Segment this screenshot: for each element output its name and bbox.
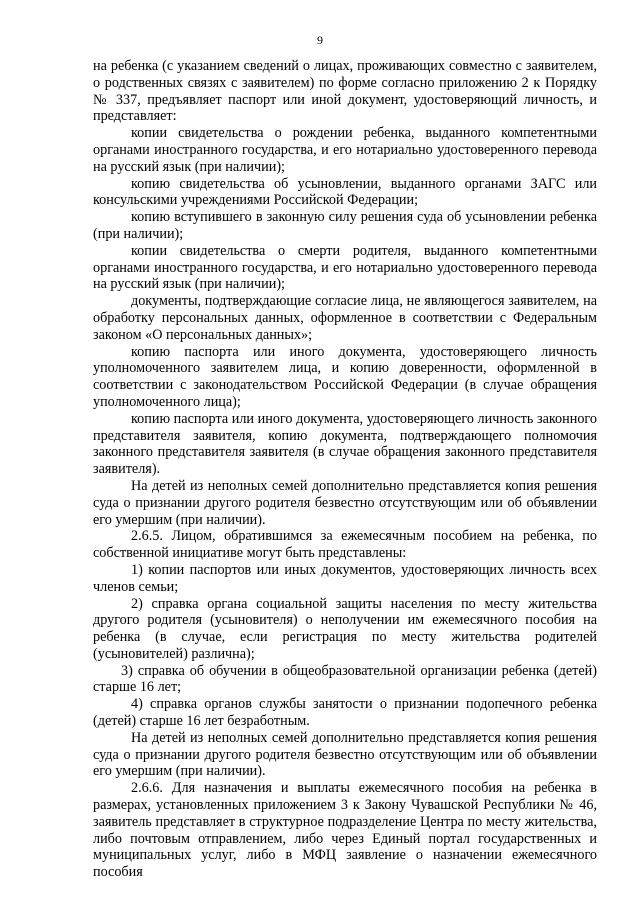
list-item-court-decision: копию вступившего в законную силу решения суда об усыновлении ребенка (при наличии); [93,209,597,242]
paragraph-single-parent: На детей из неполных семей дополнительно представляется копия решения суда о признании другого родителя безвестно отсутствующим или об объявлении его умершим (при наличии). [93,477,597,528]
list-item-2: 2) справка органа социальной защиты населения по месту жительства другого родителя (усыновителя) о неполучении им ежемесячного пособия на ребенка (в случае, если регистрация по месту жительства родителей (усыновителей) различна); [93,595,597,662]
list-item-3: 3) справка об обучении в общеобразовательной организации ребенка (детей) старше 16 лет; [93,662,597,696]
list-item-consent-documents: документы, подтверждающие согласие лица, не являющегося заявителем, на обработку персональных данных, оформленное в соответствии с Федеральным законом «О персональных данных»; [93,293,597,343]
section-2-6-5: 2.6.5. Лицом, обратившимся за ежемесячным пособием на ребенка, по собственной инициативе могут быть представлены: [93,528,597,562]
paragraph-continuation: на ребенка (с указанием сведений о лицах, проживающих совместно с заявителем, о родственных связях с заявителем) по форме согласно приложению 2 к Порядку № 337, предъявляет паспорт или иной документ, удостоверяющий личность, и представляет: [93,58,597,125]
document-body [93,58,597,881]
list-item-legal-representative: копию паспорта или иного документа, удостоверяющего личность законного представителя заявителя, копию документа, подтверждающего полномочия законного представителя заявителя (в случае обращения законного представителя заявителя). [93,410,597,478]
paragraph-single-parent-repeat: На детей из неполных семей дополнительно представляется копия решения суда о признании другого родителя безвестно отсутствующим или об объявлении его умершим (при наличии). [93,729,597,780]
list-item-death-certificate: копии свидетельства о смерти родителя, выданного компетентными органами иностранного государства, и его нотариально удостоверенного перевода на русский язык (при наличии); [93,242,597,293]
list-item-authorized-person: копию паспорта или иного документа, удостоверяющего личность уполномоченного заявителем лица, и копию доверенности, оформленной в соответствии с законодательством Российской Федерации (в случае обращения уполномоченного лица); [93,343,597,410]
list-item-adoption-certificate: копию свидетельства об усыновлении, выданного органами ЗАГС или консульскими учреждениями Российской Федерации; [93,175,597,209]
section-2-6-6: 2.6.6. Для назначения и выплаты ежемесячного пособия на ребенка в размерах, установленных приложением 3 к Закону Чувашской Республики № 46, заявитель представляет в структурное подразделение Центра по месту жительства, либо почтовым отправлением, либо через Единый портал государственных и муниципальных услуг, либо в МФЦ заявление о назначении ежемесячного пособия [93,780,597,881]
list-item-1: 1) копии паспортов или иных документов, удостоверяющих личность всех членов семьи; [93,561,597,595]
list-item-birth-certificate: копии свидетельства о рождении ребенка, выданного компетентными органами иностранного государства, и его нотариально удостоверенного перевода на русский язык (при наличии); [93,125,597,175]
page-number: 9 [317,33,323,47]
list-item-4: 4) справка органов службы занятости о признании подопечного ребенка (детей) старше 16 лет безработным. [93,696,597,730]
